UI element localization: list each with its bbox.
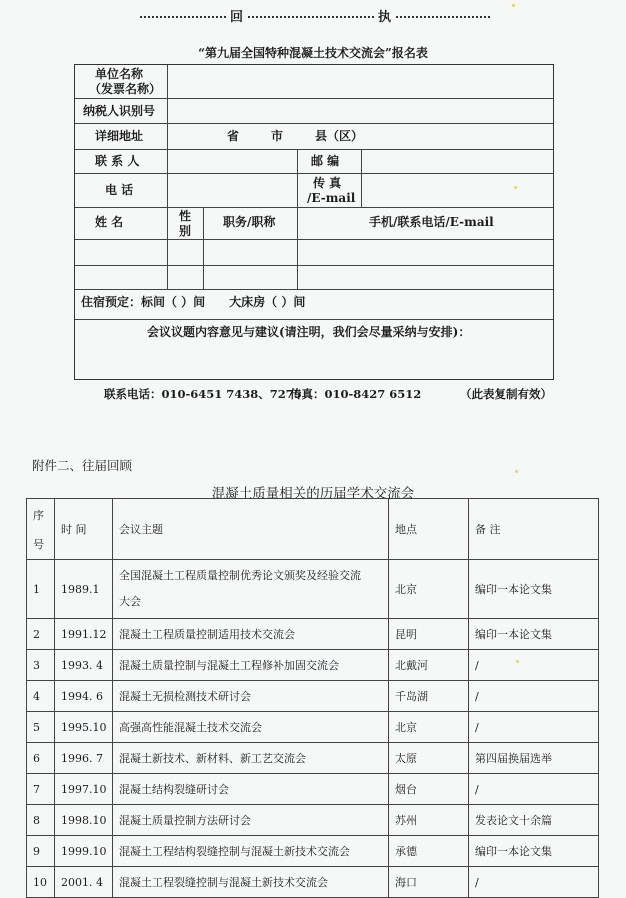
cell-note: 第四届换届选举: [469, 743, 599, 774]
cell-theme: 全国混凝土工程质量控制优秀论文颁奖及经验交流 大会: [113, 560, 389, 619]
cell-place: 北京: [389, 712, 469, 743]
banner-dotted-line: [140, 16, 490, 18]
label-city: 市: [271, 129, 284, 143]
cell-theme: 混凝土无损检测技术研讨会: [113, 681, 389, 712]
label-phone: 电 话: [105, 183, 134, 197]
table-header-row: [27, 499, 599, 560]
cell-note: /: [469, 774, 599, 805]
label-address: 详细地址: [95, 129, 144, 143]
table-row: [27, 619, 599, 650]
cell-no: 6: [27, 743, 55, 774]
cell-time: 1999.10: [55, 836, 113, 867]
cell-theme: 混凝土工程质量控制适用技术交流会: [113, 619, 389, 650]
cell-theme: 混凝土工程裂缝控制与混凝土新技术交流会: [113, 867, 389, 898]
form-title: “第九届全国特种混凝土技术交流会”报名表: [198, 46, 428, 60]
banner-char-right: 执: [374, 6, 395, 25]
cell-place: 太原: [389, 743, 469, 774]
cell-no: 1: [27, 560, 55, 619]
header-place: 地点: [389, 499, 469, 560]
cell-note: 编印一本论文集: [469, 560, 599, 619]
cell-place: 昆明: [389, 619, 469, 650]
table-row: [27, 805, 599, 836]
copy-note: （此表复制有效）: [460, 387, 552, 401]
cell-note: 编印一本论文集: [469, 619, 599, 650]
cell-theme: 混凝土质量控制方法研讨会: [113, 805, 389, 836]
contact-fax: 传真：010-8427 6512: [290, 387, 422, 401]
cell-note: /: [469, 867, 599, 898]
cell-note: 编印一本论文集: [469, 836, 599, 867]
label-position: 职务/职称: [223, 215, 276, 229]
label-postcode: 邮 编: [311, 154, 340, 168]
label-gender-1: 性: [179, 209, 192, 223]
appendix-title: 附件二、往届回顾: [32, 458, 133, 473]
cell-no: 3: [27, 650, 55, 681]
history-table: [26, 498, 599, 898]
cell-theme: 混凝土新技术、新材料、新工艺交流会: [113, 743, 389, 774]
cell-theme: 混凝土结构裂缝研讨会: [113, 774, 389, 805]
cell-no: 9: [27, 836, 55, 867]
cell-no: 5: [27, 712, 55, 743]
label-gender-2: 别: [179, 224, 192, 238]
cell-place: 承德: [389, 836, 469, 867]
label-county: 县（区）: [315, 129, 364, 143]
cell-time: 1998.10: [55, 805, 113, 836]
cell-note: 发表论文十余篇: [469, 805, 599, 836]
header-time: 时 间: [55, 499, 113, 560]
cell-place: 千岛湖: [389, 681, 469, 712]
cell-time: 1994. 6: [55, 681, 113, 712]
cell-no: 10: [27, 867, 55, 898]
table-row: [27, 743, 599, 774]
cell-place: 北戴河: [389, 650, 469, 681]
label-contact-person: 联 系 人: [95, 154, 140, 168]
speck: [516, 660, 519, 663]
cell-theme: 混凝土工程结构裂缝控制与混凝土新技术交流会: [113, 836, 389, 867]
label-name: 姓 名: [95, 215, 124, 229]
label-mobile-email: 手机/联系电话/E-mail: [369, 215, 494, 229]
banner-char-left: 回: [226, 6, 247, 25]
cell-place: 北京: [389, 560, 469, 619]
speck: [512, 4, 515, 7]
history-table-title: 混凝土质量相关的历届学术交流会: [211, 486, 415, 502]
header-note: 备 注: [469, 499, 599, 560]
cell-theme: 高强高性能混凝土技术交流会: [113, 712, 389, 743]
registration-form: [74, 64, 554, 380]
table-row: [27, 836, 599, 867]
label-province: 省: [227, 129, 240, 143]
cell-time: 1996. 7: [55, 743, 113, 774]
label-tax-id: 纳税人识别号: [83, 104, 156, 118]
label-unit-name: 单位名称: [95, 67, 144, 81]
cell-time: 1991.12: [55, 619, 113, 650]
cell-time: 1993. 4: [55, 650, 113, 681]
table-row: [27, 712, 599, 743]
header-no: 序 号: [27, 499, 55, 560]
table-row: [27, 681, 599, 712]
cell-note: /: [469, 712, 599, 743]
lodging-reservation: 住宿预定：标间（ ）间 大床房（ ）间: [81, 295, 306, 309]
cell-time: 1997.10: [55, 774, 113, 805]
cell-no: 2: [27, 619, 55, 650]
cell-place: 苏州: [389, 805, 469, 836]
speck: [514, 186, 517, 189]
label-invoice-name: （发票名称）: [89, 82, 162, 96]
cell-note: /: [469, 650, 599, 681]
table-row: [27, 560, 599, 619]
suggestions-label: 会议议题内容意见与建议(请注明，我们会尽量采纳与安排)：: [147, 325, 471, 339]
cell-place: 烟台: [389, 774, 469, 805]
table-row: [27, 650, 599, 681]
table-row: [27, 774, 599, 805]
cell-no: 8: [27, 805, 55, 836]
header-theme: 会议主题: [113, 499, 389, 560]
cell-theme: 混凝土质量控制与混凝土工程修补加固交流会: [113, 650, 389, 681]
cell-time: 1989.1: [55, 560, 113, 619]
cell-no: 7: [27, 774, 55, 805]
label-fax: 传 真: [313, 176, 342, 190]
contact-phone: 联系电话：010-6451 7438、7275: [104, 387, 302, 401]
cell-no: 4: [27, 681, 55, 712]
cell-place: 海口: [389, 867, 469, 898]
table-row: [27, 867, 599, 898]
cell-time: 2001. 4: [55, 867, 113, 898]
speck: [515, 470, 518, 473]
cell-time: 1995.10: [55, 712, 113, 743]
label-email: /E-mail: [307, 191, 356, 205]
cell-note: /: [469, 681, 599, 712]
